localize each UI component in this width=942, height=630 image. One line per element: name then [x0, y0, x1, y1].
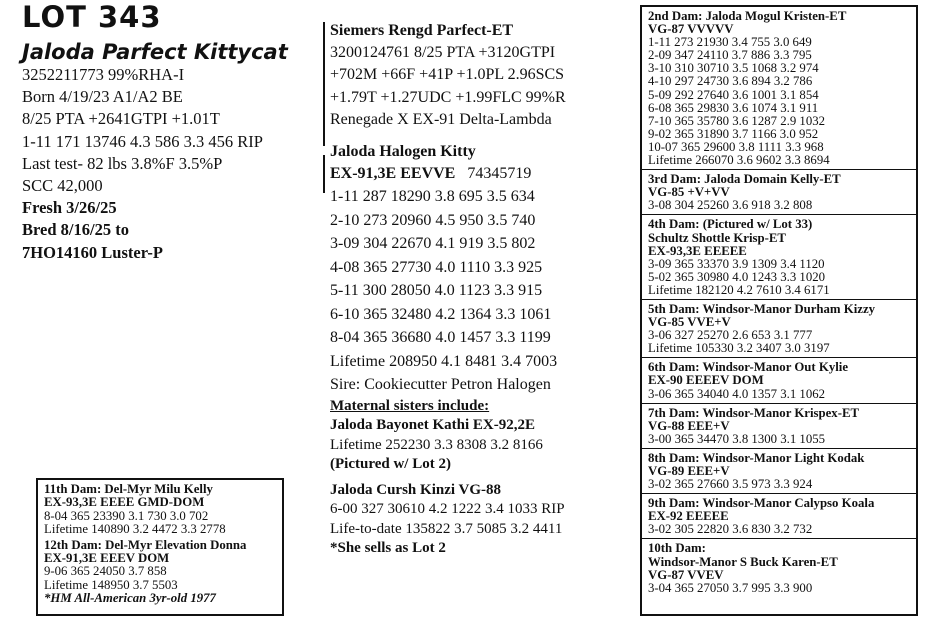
divider: [642, 357, 918, 358]
dam-class-line: [323, 163, 566, 185]
d2-record: 7-10 365 35780 3.6 1287 2.9 1032: [648, 113, 826, 128]
middle-column: [323, 20, 566, 559]
d2-record: 1-11 273 21930 3.4 755 3.0 649: [648, 35, 812, 50]
d2-record: 5-09 292 27640 3.6 1001 3.1 854: [648, 87, 819, 102]
dam-id: 74345719: [467, 165, 532, 183]
d4-lifetime: Lifetime 182120 4.2 7610 3.4 6171: [648, 282, 830, 297]
d2-record: 2-09 347 24110 3.7 886 3.3 795: [648, 48, 812, 63]
divider: [642, 169, 918, 170]
sister2-name: Jaloda Cursh Kinzi VG-88: [330, 481, 501, 498]
dam-record-2: 2-10 273 20960 4.5 950 3.5 740: [330, 211, 536, 229]
dam-name: Jaloda Halogen Kitty: [330, 143, 476, 161]
d4-title: 4th Dam: (Pictured w/ Lot 33): [648, 217, 813, 232]
last-test-line: Last test- 82 lbs 3.8%F 3.5%P: [22, 153, 223, 173]
d4-class: EX-93,3E EEEEE: [648, 243, 747, 258]
deep-pedigree-box: [36, 478, 284, 616]
fresh-date: Fresh 3/26/25: [22, 198, 117, 218]
dam-record-3: 3-09 304 22670 4.1 919 3.5 802: [330, 235, 536, 253]
d2-record: 4-10 297 24730 3.6 894 3.2 786: [648, 74, 813, 89]
d10-class: VG-87 VVEV: [648, 567, 724, 582]
d3-title: 3rd Dam: Jaloda Domain Kelly-ET: [648, 172, 841, 187]
d4-record: 3-09 365 33370 3.9 1309 3.4 1120: [648, 256, 825, 271]
animal-details: [22, 64, 263, 264]
sister1-lifetime: Lifetime 252230 3.3 8308 3.2 8166: [330, 436, 543, 453]
d10-title: 10th Dam:: [648, 541, 706, 556]
d9-class: EX-92 EEEEE: [648, 509, 729, 524]
sister1-note: (Pictured w/ Lot 2): [330, 456, 451, 473]
d2-title: 2nd Dam: Jaloda Mogul Kristen-ET: [648, 9, 847, 23]
divider: [642, 403, 918, 404]
sire-pedigree: Renegade X EX-91 Delta-Lambda: [330, 110, 552, 128]
d8-record: 3-02 365 27660 3.5 973 3.3 924: [648, 477, 813, 492]
d3-class: VG-85 +V+VV: [648, 185, 730, 200]
d4-record: 5-02 365 30980 4.0 1243 3.3 1020: [648, 269, 826, 284]
dam11-record: 8-04 365 23390 3.1 730 3.0 702: [44, 508, 209, 523]
lot-number: LOT 343: [22, 0, 162, 34]
dam11-lifetime: Lifetime 140890 3.2 4472 3.3 2778: [44, 522, 226, 537]
dam-record-7: 8-04 365 36680 4.0 1457 3.3 1199: [330, 329, 551, 347]
d2-class: VG-87 VVVVV: [648, 22, 734, 37]
pta-line: 8/25 PTA +2641GTPI +1.01T: [22, 109, 220, 129]
maternal-heading: Maternal sisters include:: [330, 397, 490, 414]
sister1-name: Jaloda Bayonet Kathi EX-92,2E: [330, 417, 536, 434]
sire-traits-1: +702M +66F +41P +1.0PL 2.96SCS: [330, 66, 565, 84]
d7-class: VG-88 EEE+V: [648, 418, 730, 433]
dam12-lifetime: Lifetime 148950 3.7 5503: [44, 577, 178, 592]
d5-lifetime: Lifetime 105330 3.2 3407 3.0 3197: [648, 341, 830, 356]
dam-record-5: 5-11 300 28050 4.0 1123 3.3 915: [330, 282, 543, 300]
d2-record: 6-08 365 29830 3.6 1074 3.1 911: [648, 100, 819, 115]
d2-lifetime: Lifetime 266070 3.6 9602 3.3 8694: [648, 153, 830, 168]
d5-record: 3-06 327 25270 2.6 653 3.1 777: [648, 328, 813, 343]
dam-record-4: 4-08 365 27730 4.0 1110 3.3 925: [330, 258, 543, 276]
d7-record: 3-00 365 34470 3.8 1300 3.1 1055: [648, 431, 826, 446]
dam11-class: EX-93,3E EEEE GMD-DOM: [44, 495, 205, 510]
divider: [642, 214, 918, 215]
d5-title: 5th Dam: Windsor-Manor Durham Kizzy: [648, 301, 876, 316]
d9-record: 3-02 305 22820 3.6 830 3.2 732: [648, 522, 813, 537]
d10-name: Windsor-Manor S Buck Karen-ET: [648, 554, 838, 569]
dam12-record: 9-06 365 24050 3.7 858: [44, 564, 167, 579]
d6-class: EX-90 EEEEV DOM: [648, 373, 764, 388]
maternal-pedigree-box: [640, 5, 918, 616]
dam12-class: EX-91,3E EEEV DOM: [44, 551, 170, 566]
spacer: [323, 131, 566, 141]
sire-traits-2: +1.79T +1.27UDC +1.99FLC 99%R: [330, 88, 566, 106]
divider: [642, 448, 918, 449]
d5-class: VG-85 VVE+V: [648, 315, 731, 330]
d8-class: VG-89 EEE+V: [648, 464, 730, 478]
dam-record-1: 1-11 287 18290 3.8 695 3.5 634: [330, 188, 535, 206]
service-sire: 7HO14160 Luster-P: [22, 242, 163, 262]
dam-sire: Sire: Cookiecutter Petron Halogen: [330, 376, 551, 394]
divider: [642, 299, 918, 300]
dam-record-6: 6-10 365 32480 4.2 1364 3.3 1061: [330, 305, 552, 323]
dam11-title: 11th Dam: Del-Myr Milu Kelly: [44, 482, 213, 496]
sister2-lifetime: Life-to-date 135822 3.7 5085 3.2 4411: [330, 520, 563, 537]
d7-title: 7th Dam: Windsor-Manor Krispex-ET: [648, 405, 860, 420]
scc-line: SCC 42,000: [22, 176, 103, 196]
sire-name: Siemers Rengd Parfect-ET: [330, 22, 514, 39]
bred-date: Bred 8/16/25 to: [22, 220, 129, 240]
d2-record: 9-02 365 31890 3.7 1166 3.0 952: [648, 126, 819, 141]
animal-name: Jaloda Parfect Kittycat: [22, 40, 288, 64]
d4-name: Schultz Shottle Krisp-ET: [648, 230, 786, 245]
d10-record: 3-04 365 27050 3.7 995 3.3 900: [648, 580, 813, 595]
sister2-note: *She sells as Lot 2: [330, 540, 446, 557]
d2-record: 3-10 310 30710 3.5 1068 3.2 974: [648, 61, 819, 76]
dam12-title: 12th Dam: Del-Myr Elevation Donna: [44, 537, 247, 552]
dam-class: EX-91,3E EEVVE: [330, 165, 456, 183]
birth-line: Born 4/19/23 A1/A2 BE: [22, 87, 183, 107]
divider: [642, 493, 918, 494]
registration-line: 3252211773 99%RHA-I: [22, 65, 185, 84]
divider: [642, 538, 918, 539]
d3-record: 3-08 304 25260 3.6 918 3.2 808: [648, 198, 813, 213]
sister2-record: 6-00 327 30610 4.2 1222 3.4 1033 RIP: [330, 501, 565, 518]
d2-record: 10-07 365 29600 3.8 1111 3.3 968: [648, 139, 824, 154]
d6-record: 3-06 365 34040 4.0 1357 3.1 1062: [648, 386, 826, 401]
sire-pta: 3200124761 8/25 PTA +3120GTPI: [330, 44, 556, 62]
dam-lifetime: Lifetime 208950 4.1 8481 3.4 7003: [330, 352, 558, 370]
d6-title: 6th Dam: Windsor-Manor Out Kylie: [648, 360, 849, 375]
d8-title: 8th Dam: Windsor-Manor Light Kodak: [648, 450, 865, 465]
record-line: 1-11 171 13746 4.3 586 3.3 456 RIP: [22, 131, 263, 151]
dam12-note: *HM All-American 3yr-old 1977: [44, 591, 216, 606]
d9-title: 9th Dam: Windsor-Manor Calypso Koala: [648, 496, 875, 511]
